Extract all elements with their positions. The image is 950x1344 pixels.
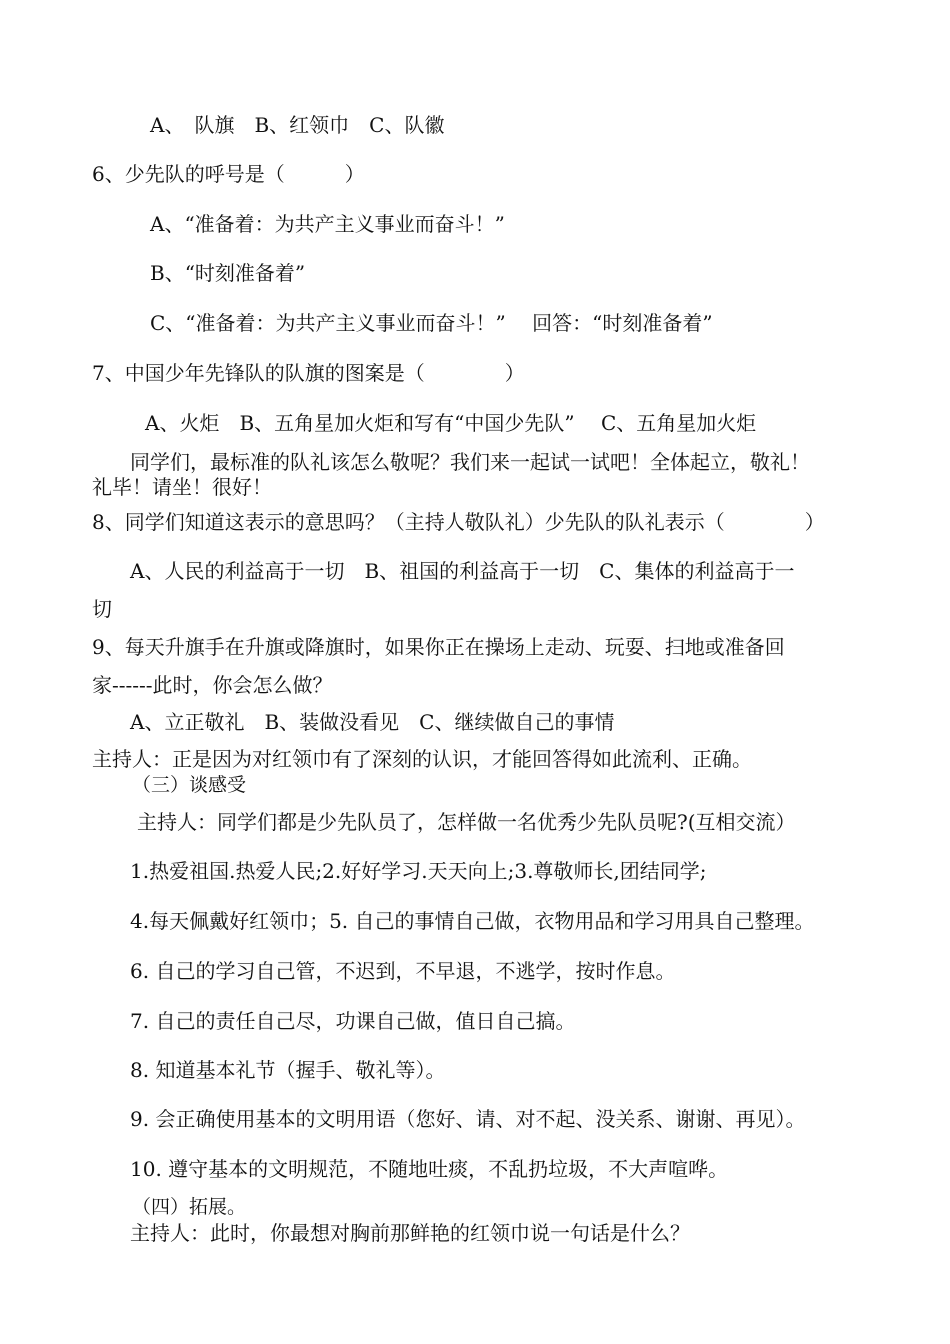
q5-options: A、 队旗 B、红领巾 C、队徽 <box>150 113 445 137</box>
q8-options-line-1: A、人民的利益高于一切 B、祖国的利益高于一切 C、集体的利益高于一 <box>130 559 795 583</box>
list-item: 9. 会正确使用基本的文明用语（您好、请、对不起、没关系、谢谢、再见）。 <box>130 1107 806 1131</box>
q8-question: 8、同学们知道这表示的意思吗？（主持人敬队礼）少先队的队礼表示（ ） <box>92 510 825 534</box>
section-3-prompt: 主持人：同学们都是少先队员了，怎样做一名优秀少先队员呢?(互相交流） <box>137 810 796 834</box>
list-item: 1.热爱祖国.热爱人民;2.好好学习.天天向上;3.尊敬师长,团结同学; <box>130 859 707 883</box>
q7-question: 7、中国少年先锋队的队旗的图案是（ ） <box>92 361 525 385</box>
salute-line-2: 礼毕！请坐！很好！ <box>92 475 272 499</box>
q9-question-line-2: 家------此时，你会怎么做？ <box>92 673 333 697</box>
section-4-prompt: 主持人：此时，你最想对胸前那鲜艳的红领巾说一句话是什么？ <box>130 1221 690 1245</box>
q9-question-line-1: 9、每天升旗手在升旗或降旗时，如果你正在操场上走动、玩耍、扫地或准备回 <box>92 635 785 659</box>
list-item: 4.每天佩戴好红领巾；5. 自己的事情自己做，衣物用品和学习用具自己整理。 <box>130 909 815 933</box>
salute-line-1: 同学们，最标准的队礼该怎么敬呢？我们来一起试一试吧！全体起立，敬礼！ <box>130 450 810 474</box>
q6-option-b: B、“时刻准备着” <box>150 261 306 285</box>
list-item: 10. 遵守基本的文明规范，不随地吐痰，不乱扔垃圾，不大声喧哗。 <box>130 1157 729 1181</box>
list-item: 7. 自己的责任自己尽，功课自己做，值日自己搞。 <box>130 1009 576 1033</box>
section-3-heading: （三）谈感受 <box>132 774 247 796</box>
q6-question: 6、少先队的呼号是（ ） <box>92 162 365 186</box>
list-item: 6. 自己的学习自己管，不迟到，不早退，不逃学，按时作息。 <box>130 959 676 983</box>
host-comment: 主持人：正是因为对红领巾有了深刻的认识，才能回答得如此流利、正确。 <box>92 747 752 771</box>
section-4-heading: （四）拓展。 <box>132 1196 247 1218</box>
q6-option-c: C、“准备着：为共产主义事业而奋斗！” 回答：“时刻准备着” <box>150 311 713 335</box>
list-item: 8. 知道基本礼节（握手、敬礼等）。 <box>130 1058 446 1082</box>
q7-options: A、火炬 B、五角星加火炬和写有“中国少先队” C、五角星加火炬 <box>145 411 757 435</box>
q6-option-a: A、“准备着：为共产主义事业而奋斗！” <box>150 212 505 236</box>
q8-options-line-2: 切 <box>92 597 112 621</box>
q9-options: A、立正敬礼 B、装做没看见 C、继续做自己的事情 <box>130 710 615 734</box>
